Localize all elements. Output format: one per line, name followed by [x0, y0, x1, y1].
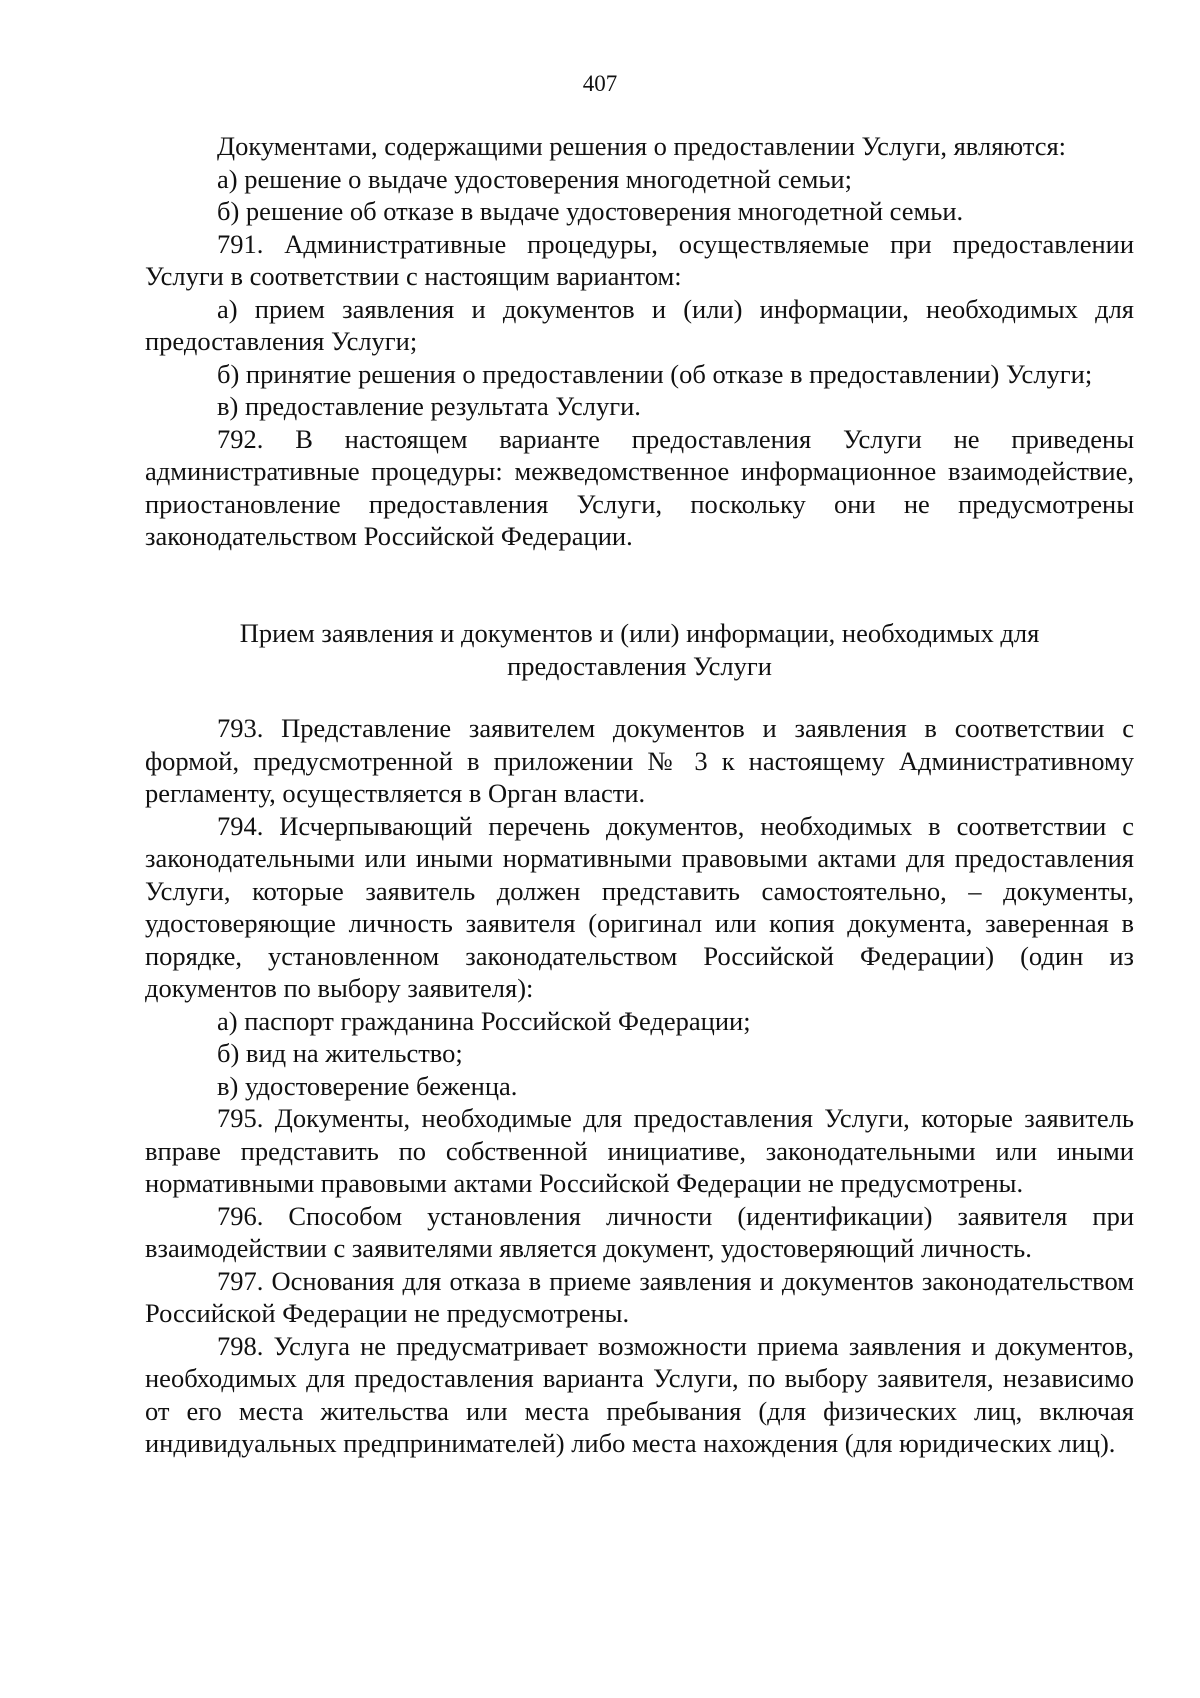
section-application-intake	[145, 712, 1134, 1460]
paragraph-795: 795. Документы, необходимые для предоставления Услуги, которые заявитель вправе представить по собственной инициативе, законодательными или иными нормативными правовыми актами Российской Федерации не предусмотрены.	[145, 1103, 1134, 1198]
paragraph-791: 791. Административные процедуры, осуществляемые при предоставлении Услуги в соответствии с настоящим вариантом:	[145, 228, 1134, 291]
paragraph-791-b: б) принятие решения о предоставлении (об отказе в предоставлении) Услуги;	[217, 358, 1093, 389]
paragraph-791-c: в) предоставление результата Услуги.	[217, 391, 641, 421]
paragraph-794: 794. Исчерпывающий перечень документов, необходимых в соответствии с законодательными или иными нормативными правовыми актами для предоставления Услуги, которые заявитель должен представить самостоятельно, – документы, удостоверяющие личность заявителя (оригинал или копия документа, заверенная в порядке, установленном законодательством Российской Федерации) (один из документов по выбору заявителя):	[145, 810, 1134, 1003]
section-results-and-procedures	[145, 130, 1134, 553]
paragraph-798: 798. Услуга не предусматривает возможности приема заявления и документов, необходимых для предоставления варианта Услуги, по выбору заявителя, независимо от его места жительства или места пребывания (для физических лиц, включая индивидуальных предпринимателей) либо места нахождения (для юридических лиц).	[145, 1330, 1134, 1458]
section-heading-line-2: предоставления Услуги	[507, 650, 772, 681]
paragraph-796: 796. Способом установления личности (идентификации) заявителя при взаимодействии с заявителями является документ, удостоверяющий личность.	[145, 1200, 1134, 1263]
section-heading-line-1: Прием заявления и документов и (или) информации, необходимых для	[239, 618, 1040, 648]
paragraph-797: 797. Основания для отказа в приеме заявления и документов законодательством Российской Федерации не предусмотрены.	[145, 1265, 1134, 1328]
section-heading	[145, 617, 1134, 682]
paragraph-794-a: а) паспорт гражданина Российской Федерации;	[217, 1005, 751, 1036]
paragraph-791-a: а) прием заявления и документов и (или) информации, необходимых для предоставления Услуги;	[145, 293, 1134, 356]
paragraph-792: 792. В настоящем варианте предоставления Услуги не приведены административные процедуры: межведомственное информационное взаимодействие, приостановление предоставления Услуги, поскольку они не предусмотрены законодательством Российской Федерации.	[145, 423, 1134, 551]
paragraph-793: 793. Представление заявителем документов и заявления в соответствии с формой, предусмотренной в приложении № 3 к настоящему Административному регламенту, осуществляется в Орган власти.	[145, 713, 1134, 808]
paragraph-794-b: б) вид на жительство;	[217, 1038, 463, 1068]
paragraph-794-c: в) удостоверение беженца.	[217, 1070, 518, 1101]
paragraph-item-b-refusal: б) решение об отказе в выдаче удостоверения многодетной семьи.	[217, 196, 964, 226]
page-number: 407	[582, 71, 618, 96]
paragraph-results-intro: Документами, содержащими решения о предоставлении Услуги, являются:	[217, 131, 1067, 161]
paragraph-item-a-issue: а) решение о выдаче удостоверения многодетной семьи;	[217, 163, 852, 194]
